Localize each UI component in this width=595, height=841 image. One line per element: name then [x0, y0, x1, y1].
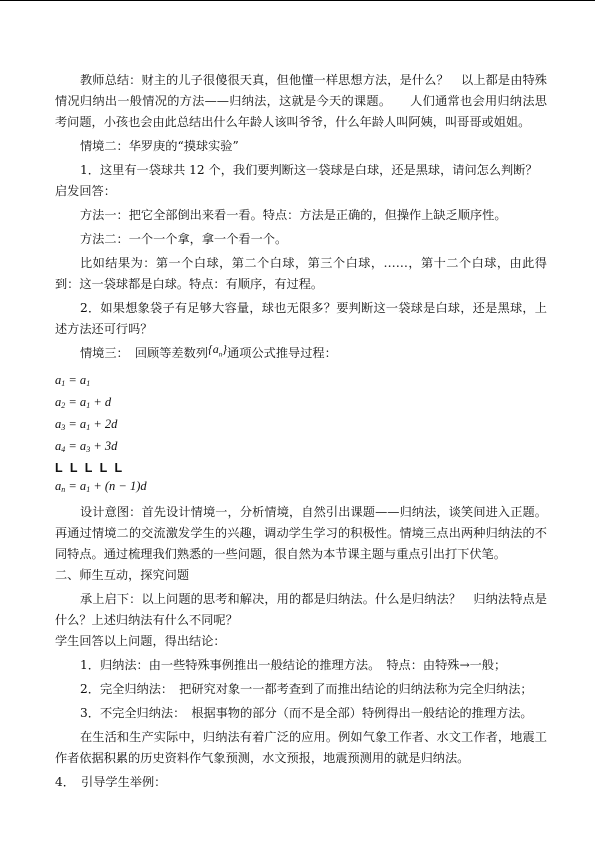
design-intent: 设计意图：首先设计情境一，分析情境，自然引出课题——归纳法，谈笑间进入正题。再通过情境二的交流激发学生的兴趣，调动学生学习的积极性。情境三点出两种归纳法的不同特点。通过梳理我们熟悉的一些问题，很自然为本节课主题与重点引出打下伏笔。 [55, 505, 547, 562]
guide-examples-label: 4． 引导学生举例： [55, 775, 167, 790]
formula-line-4: $a_4 = a_3 + 3d$ [55, 439, 118, 455]
header-rule [0, 0, 595, 1]
sequence-symbol: $\{a_n\}$ [207, 342, 228, 359]
formula-line-1: $a_1 = a_1$ [55, 373, 91, 389]
heading-scenario-three [55, 343, 547, 369]
definition-induction: 1．归纳法：由一些特殊事例推出一般结论的推理方法。 特点：由特殊→一般； [80, 658, 507, 673]
students-answer-label: 学生回答以上问题，得出结论： [55, 634, 226, 649]
definition-incomplete-induction: 3．不完全归纳法： 根据事物的部分（而不是全部）特例得出一般结论的推理方法。 [80, 706, 533, 721]
formula-line-3: $a_3 = a_1 + 2d$ [55, 417, 118, 433]
formula-line-n: $a_n = a_1 + (n - 1)d$ [55, 479, 147, 495]
formula-block [55, 371, 547, 499]
example-result: 比如结果为：第一个白球，第二个白球，第三个白球，……，第十二个白球，由此得到：这一袋球都是白球。特点：有顺序，有过程。 [55, 256, 547, 291]
definition-complete-induction: 2．完全归纳法： 把研究对象一一都考查到了而推出结论的归纳法称为完全归纳法； [80, 682, 533, 697]
method-one: 方法一：把它全部倒出来看一看。特点：方法是正确的，但操作上缺乏顺序性。 [80, 208, 507, 222]
scenario-three-tail: 通项公式推导过程： [227, 346, 337, 360]
application-paragraph: 在生活和生产实际中，归纳法有着广泛的应用。例如气象工作者、水文工作者，地震工作者依据积累的历史资料作气象预测，水文预报，地震预测用的就是归纳法。 [55, 730, 547, 766]
formula-ellipsis: L L L L L [55, 461, 125, 476]
formula-line-2: $a_2 = a_1 + d$ [55, 395, 112, 411]
method-two: 方法二：一个一个拿，拿一个看一个。 [80, 232, 288, 246]
paragraph-teacher-summary: 教师总结：财主的儿子很傻很天真，但他懂一样思想方法，是什么？ 以上都是由特殊情况归纳出一般情况的方法——归纳法，这就是今天的课题。 人们通常也会用归纳法思考问题，小孩也会由此总结出什么年龄人该叫爷爷，什么年龄人叫阿姨，叫哥哥或姐姐。 [55, 73, 547, 129]
question-two: 2．如果想象袋子有足够大容量，球也无限多？要判断这一袋球是白球，还是黑球，上述方法还可行吗？ [55, 301, 547, 336]
scenario-three-lead: 情境三： 回顾等差数列 [80, 346, 208, 360]
hint-label: 启发回答： [55, 184, 116, 198]
question-one: 1．这里有一袋球共 12 个，我们要判断这一袋球是白球，还是黑球，请问怎么判断？ [80, 163, 538, 177]
transition-question: 承上启下：以上问题的思考和解决，用的都是归纳法。什么是归纳法？ 归纳法特点是什么？上述归纳法有什么不同呢？ [55, 592, 547, 628]
section-two-heading: 二、师生互动，探究问题 [55, 568, 190, 583]
heading-scenario-two: 情境二：华罗庚的“摸球实验” [80, 139, 239, 153]
document-body [55, 70, 547, 793]
